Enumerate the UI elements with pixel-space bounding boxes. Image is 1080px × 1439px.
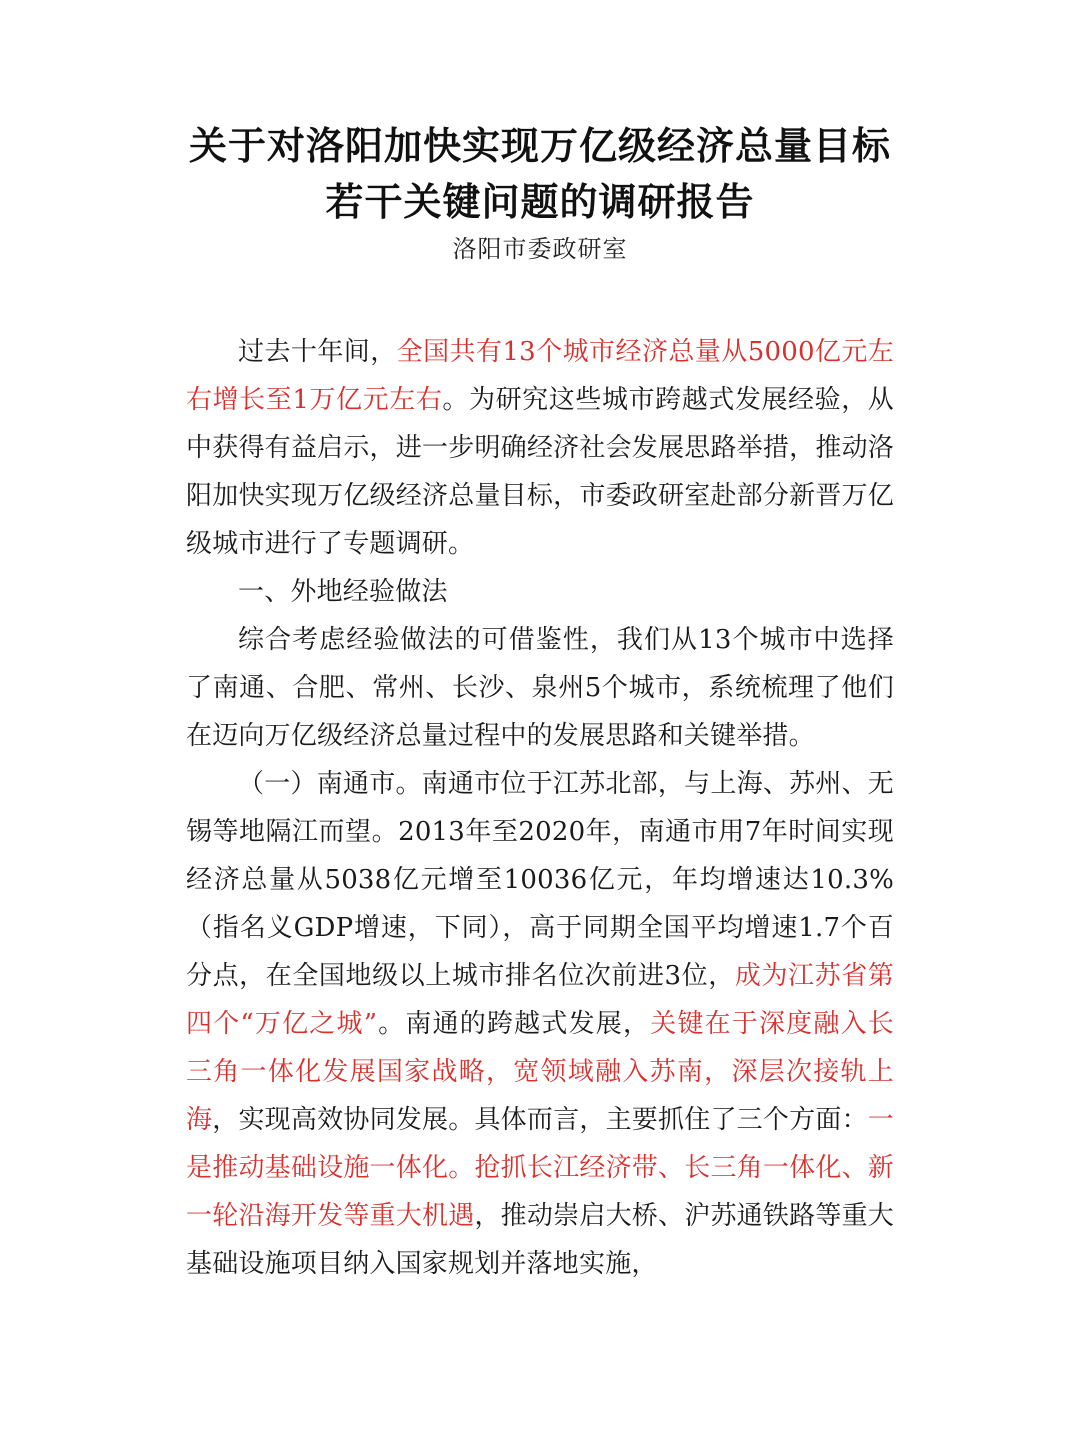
section-heading [186,568,894,616]
text-run: ，实现高效协同发展。具体而言，主要抓住了三个方面： [212,1105,868,1135]
text-run: 。为研究这些城市跨越式发展经验，从中获得有益启示，进一步明确经济社会发展思路举措，推动洛阳加快实现万亿级经济总量目标，市委政研室赴部分新晋万亿级城市进行了专题调研。 [186,385,895,559]
text-run: ，推动崇启大桥、沪苏通铁路等重大基础设施项目纳入国家规划并落地实施， [186,1201,894,1279]
document-author: 洛阳市委政研室 [452,235,628,263]
text-run: （一）南通市。南通市位于江苏北部，与上海、苏州、无锡等地隔江而望。2013年至2020年，南通市用7年时间实现经济总量从5038亿元增至10036亿元，年均增速达10.3%（指名义GDP增速，下同），高于同期全国平均增速1.7个百分点，在全国地级以上城市排名位次前进3位， [186,769,894,991]
title-line-1: 关于对洛阳加快实现万亿级经济总量目标 [188,123,891,168]
document-body [186,328,894,1288]
title-line-2: 若干关键问题的调研报告 [325,179,755,224]
highlight-run: 成为江苏省第四个“万亿之城” [186,961,894,1039]
paragraph-intro [186,328,894,568]
paragraph-overview [186,616,894,760]
highlight-run: 全国共有13个城市经济总量从5000亿元左右增长至1万亿元左右 [186,337,895,415]
paragraph-nantong [186,760,894,1288]
text-run: 过去十年间， [238,337,397,367]
highlight-run: 一是推动基础设施一体化。抢抓长江经济带、长三角一体化、新一轮沿海开发等重大机遇 [186,1105,894,1231]
text-run: 综合考虑经验做法的可借鉴性，我们从13个城市中选择了南通、合肥、常州、长沙、泉州5个城市，系统梳理了他们在迈向万亿级经济总量过程中的发展思路和关键举措。 [186,625,894,751]
document-title [186,118,894,230]
document-page [186,118,894,1288]
highlight-run: 关键在于深度融入长三角一体化发展国家战略，宽领域融入苏南，深层次接轨上海 [186,1009,894,1135]
text-run: 。南通的跨越式发展， [377,1009,651,1039]
text-run: 一、外地经验做法 [238,577,448,607]
